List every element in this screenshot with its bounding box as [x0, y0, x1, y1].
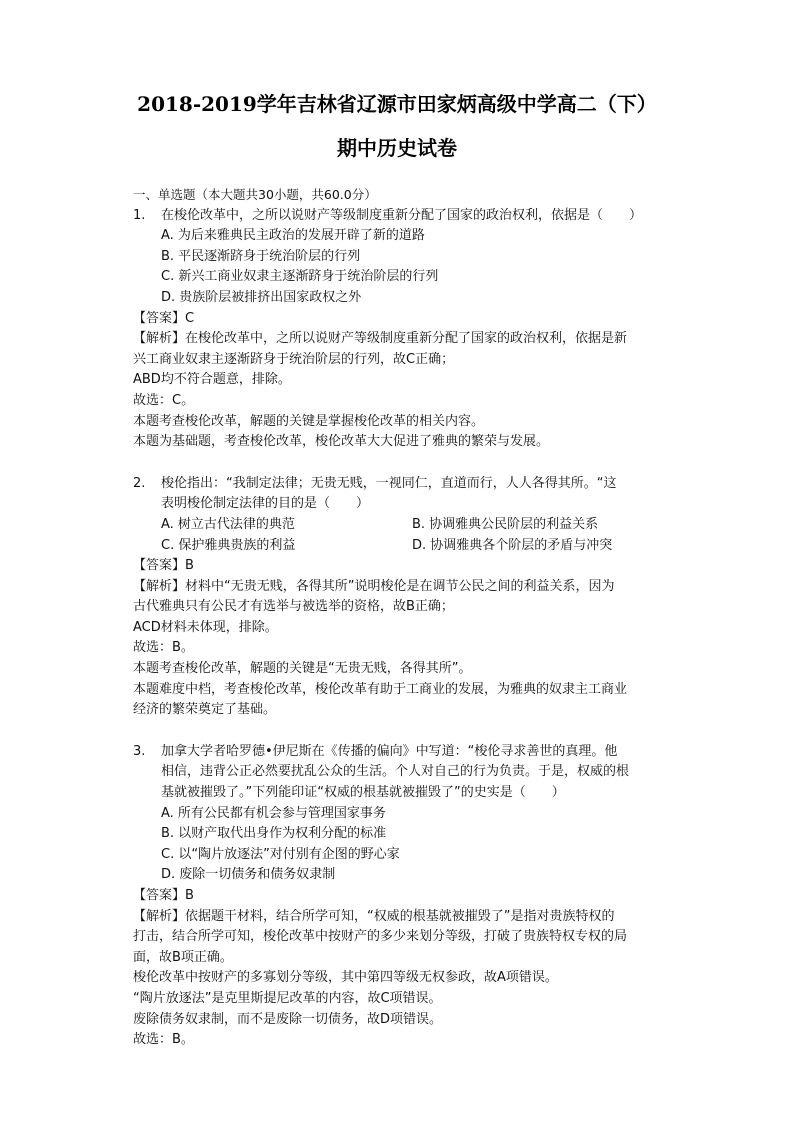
analysis-line: ACD材料未体现，排除。 — [133, 619, 278, 635]
option-d: D. 协调雅典各个阶层的矛盾与冲突 — [412, 537, 613, 553]
analysis-line: 故选：B。 — [133, 640, 194, 656]
option-c: C. 以“陶片放逐法”对付别有企图的野心家 — [161, 846, 400, 862]
question-number: 3. — [133, 743, 146, 759]
option-a: A. 所有公民都有机会参与管理国家事务 — [161, 805, 386, 821]
analysis-line: 古代雅典只有公民才有选举与被选举的资格，故B正确； — [133, 599, 454, 615]
question-3 — [133, 742, 663, 1051]
question-1 — [133, 206, 663, 453]
analysis-line: 故选：C。 — [133, 392, 195, 408]
analysis-line: 打击，结合所学可知，梭伦改革中按财产的多少来划分等级，打破了贵族特权专权的局 — [133, 929, 628, 945]
page-title-line2: 期中历史试卷 — [337, 136, 457, 160]
stem-line: 在梭伦改革中，之所以说财产等级制度重新分配了国家的政治权利，依据是（ ） — [161, 207, 643, 223]
analysis-line: 经济的繁荣奠定了基础。 — [133, 702, 277, 718]
option-d: D. 贵族阶层被排挤出国家政权之外 — [161, 289, 362, 305]
option-a: A. 为后来雅典民主政治的发展开辟了新的道路 — [161, 228, 425, 244]
option-b: B. 平民逐渐跻身于统治阶层的行列 — [161, 248, 361, 264]
stem-line: 加拿大学者哈罗德•伊尼斯在《传播的偏向》中写道：“梭伦寻求善世的真理。他 — [161, 743, 618, 759]
analysis-line: 故选：B。 — [133, 1032, 194, 1048]
analysis-line: 本题考查梭伦改革，解题的关键是“无贵无贱，各得其所”。 — [133, 661, 472, 677]
section-heading: 一、单选题（本大题共30小题，共60.0分） — [133, 187, 377, 202]
stem-line: 表明梭伦制定法律的目的是（ ） — [161, 496, 370, 512]
exam-content — [133, 185, 663, 1051]
options-row — [133, 536, 663, 557]
analysis-line: 本题难度中档，考查梭伦改革，梭伦改革有助于工商业的发展，为雅典的奴隶主工商业 — [133, 681, 628, 697]
stem-line: 梭伦指出：“我制定法律；无贵无贱，一视同仁，直道而行，人人各得其所。“这 — [161, 475, 617, 491]
question-number: 2. — [133, 475, 146, 491]
option-b: B. 协调雅典公民阶层的利益关系 — [412, 516, 599, 532]
answer: 【答案】B — [133, 558, 194, 574]
options-row — [133, 515, 663, 536]
question-2 — [133, 474, 663, 721]
option-c: C. 新兴工商业奴隶主逐渐跻身于统治阶层的行列 — [161, 269, 439, 285]
option-b: B. 以财产取代出身作为权利分配的标准 — [161, 826, 387, 842]
question-stem — [133, 742, 663, 804]
option-c: C. 保护雅典贵族的利益 — [161, 537, 296, 553]
analysis-line: 【解析】在梭伦改革中，之所以说财产等级制度重新分配了国家的政治权利，依据是新 — [133, 331, 628, 347]
analysis-line: 兴工商业奴隶主逐渐跻身于统治阶层的行列，故C正确； — [133, 351, 455, 367]
question-number: 1. — [133, 207, 146, 223]
analysis-line: ABD均不符合题意，排除。 — [133, 372, 291, 388]
analysis-line: 【解析】依据题干材料，结合所学可知，“权威的根基就被摧毁了”是指对贵族特权的 — [133, 908, 615, 924]
stem-line: 相信，违背公正必然要扰乱公众的生活。个人对自己的行为负责。于是，权威的根 — [161, 764, 630, 780]
analysis-line: 梭伦改革中按财产的多寡划分等级，其中第四等级无权参政，故A项错误。 — [133, 970, 558, 986]
analysis-line: 本题为基础题，考查梭伦改革，梭伦改革大大促进了雅典的繁荣与发展。 — [133, 434, 550, 450]
answer: 【答案】B — [133, 888, 194, 903]
analysis-line: 面，故B项正确。 — [133, 949, 233, 965]
stem-line: 基就被摧毁了。”下列能印证“权威的根基就被摧毁了”的史实是（ ） — [161, 785, 565, 801]
answer: 【答案】C — [133, 310, 195, 326]
option-d: D. 废除一切债务和债务奴隶制 — [161, 867, 336, 883]
page-title-line1: 2018-2019学年吉林省辽源市田家炳高级中学高二（下） — [137, 92, 657, 116]
analysis-line: 废除债务奴隶制，而不是废除一切债务，故D项错误。 — [133, 1011, 443, 1027]
analysis-line: 【解析】材料中“无贵无贱，各得其所”说明梭伦是在调节公民之间的利益关系，因为 — [133, 578, 615, 594]
option-a: A. 树立古代法律的典范 — [161, 516, 295, 532]
question-stem — [133, 474, 663, 515]
analysis-line: 本题考查梭伦改革，解题的关键是掌握梭伦改革的相关内容。 — [133, 413, 485, 429]
analysis-line: “陶片放逐法”是克里斯提尼改革的内容，故C项错误。 — [133, 990, 442, 1006]
question-stem — [133, 206, 663, 227]
